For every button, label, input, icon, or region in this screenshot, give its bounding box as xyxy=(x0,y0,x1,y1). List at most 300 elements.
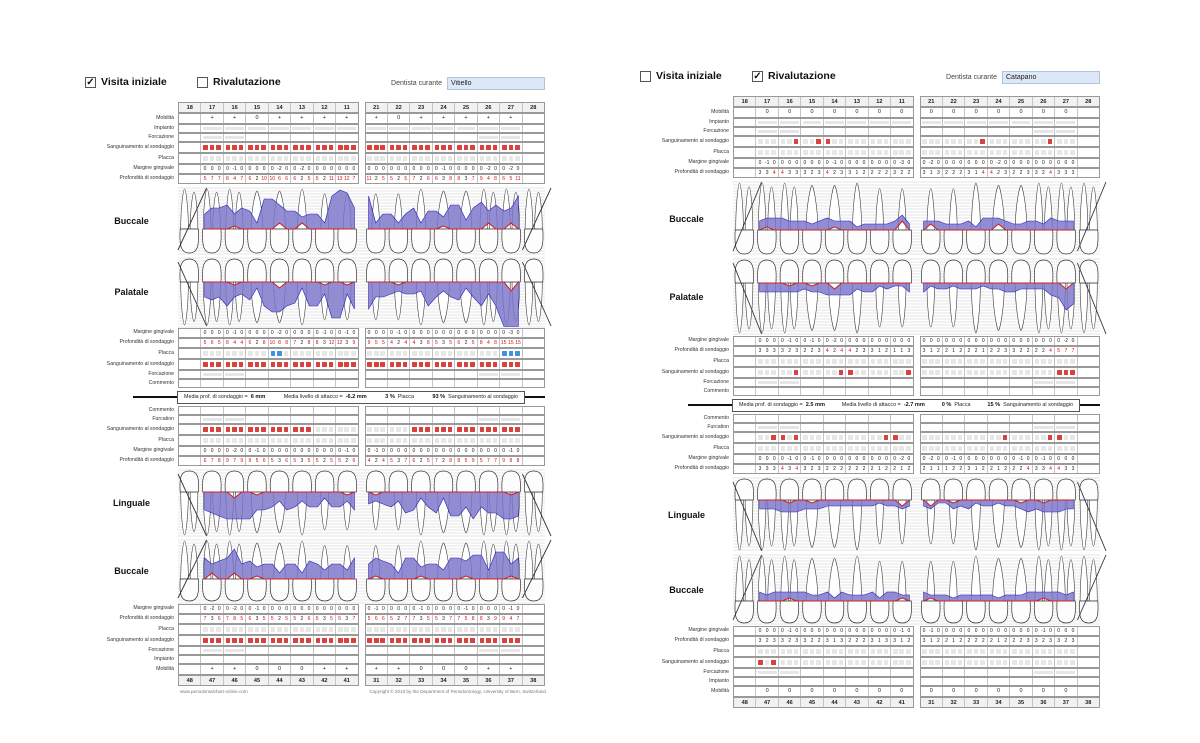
cell[interactable] xyxy=(734,658,756,667)
cell[interactable] xyxy=(846,159,868,167)
cell[interactable] xyxy=(410,447,432,455)
cell[interactable] xyxy=(224,447,246,455)
cell[interactable] xyxy=(201,425,223,434)
cell[interactable] xyxy=(500,339,522,347)
cell[interactable] xyxy=(965,658,987,667)
cell[interactable] xyxy=(410,425,432,434)
cell[interactable] xyxy=(1033,658,1055,667)
cell[interactable] xyxy=(846,658,868,667)
cell[interactable] xyxy=(824,368,846,377)
cell[interactable] xyxy=(201,665,223,674)
cell[interactable] xyxy=(921,455,943,463)
cell[interactable] xyxy=(801,357,823,366)
rivalutazione-checkbox[interactable]: ✓ xyxy=(753,70,762,82)
cell[interactable] xyxy=(1055,169,1077,177)
cell[interactable] xyxy=(366,329,388,337)
cell[interactable] xyxy=(246,636,268,645)
cell[interactable] xyxy=(455,457,477,465)
cell[interactable] xyxy=(246,425,268,434)
cell[interactable] xyxy=(201,143,223,152)
cell[interactable] xyxy=(246,154,268,163)
cell[interactable] xyxy=(1078,137,1099,146)
cell[interactable] xyxy=(478,605,500,613)
cell[interactable] xyxy=(921,627,943,635)
cell[interactable] xyxy=(269,154,291,163)
cell[interactable] xyxy=(269,625,291,634)
cell[interactable] xyxy=(988,148,1010,157)
cell[interactable] xyxy=(388,425,410,434)
cell[interactable] xyxy=(433,329,455,337)
cell[interactable] xyxy=(336,436,357,445)
cell[interactable] xyxy=(179,154,201,163)
cell[interactable] xyxy=(756,108,778,117)
cell[interactable] xyxy=(314,447,336,455)
cell[interactable] xyxy=(846,337,868,345)
cell[interactable] xyxy=(779,433,801,442)
cell[interactable] xyxy=(269,360,291,369)
cell[interactable] xyxy=(1010,159,1032,167)
cell[interactable] xyxy=(224,625,246,634)
dentist-input[interactable] xyxy=(1002,71,1100,84)
cell[interactable] xyxy=(314,605,336,613)
cell[interactable] xyxy=(1033,637,1055,645)
cell[interactable] xyxy=(1055,347,1077,355)
cell[interactable] xyxy=(478,349,500,358)
cell[interactable] xyxy=(291,625,313,634)
cell[interactable] xyxy=(201,329,223,337)
cell[interactable] xyxy=(388,625,410,634)
cell[interactable] xyxy=(246,605,268,613)
cell[interactable] xyxy=(734,357,756,366)
cell[interactable] xyxy=(246,436,268,445)
cell[interactable] xyxy=(1033,169,1055,177)
cell[interactable] xyxy=(291,339,313,347)
cell[interactable] xyxy=(291,447,313,455)
cell[interactable] xyxy=(846,627,868,635)
cell[interactable] xyxy=(891,637,912,645)
cell[interactable] xyxy=(1055,159,1077,167)
cell[interactable] xyxy=(246,143,268,152)
cell[interactable] xyxy=(179,165,201,173)
cell[interactable] xyxy=(336,447,357,455)
cell[interactable] xyxy=(433,436,455,445)
cell[interactable] xyxy=(500,436,522,445)
cell[interactable] xyxy=(779,347,801,355)
cell[interactable] xyxy=(478,665,500,674)
cell[interactable] xyxy=(366,605,388,613)
cell[interactable] xyxy=(201,615,223,623)
cell[interactable] xyxy=(869,647,891,656)
cell[interactable] xyxy=(965,347,987,355)
cell[interactable] xyxy=(943,337,965,345)
cell[interactable] xyxy=(869,444,891,453)
cell[interactable] xyxy=(921,444,943,453)
cell[interactable] xyxy=(891,159,912,167)
cell[interactable] xyxy=(433,154,455,163)
cell[interactable] xyxy=(410,636,432,645)
cell[interactable] xyxy=(246,625,268,634)
cell[interactable] xyxy=(921,108,943,117)
cell[interactable] xyxy=(523,436,544,445)
cell[interactable] xyxy=(224,615,246,623)
cell[interactable] xyxy=(246,339,268,347)
cell[interactable] xyxy=(943,148,965,157)
cell[interactable] xyxy=(1078,433,1099,442)
cell[interactable] xyxy=(801,627,823,635)
cell[interactable] xyxy=(246,349,268,358)
cell[interactable] xyxy=(410,457,432,465)
cell[interactable] xyxy=(269,165,291,173)
cell[interactable] xyxy=(179,447,201,455)
cell[interactable] xyxy=(734,337,756,345)
cell[interactable] xyxy=(433,349,455,358)
cell[interactable] xyxy=(246,360,268,369)
cell[interactable] xyxy=(291,329,313,337)
cell[interactable] xyxy=(846,433,868,442)
cell[interactable] xyxy=(988,357,1010,366)
cell[interactable] xyxy=(1033,465,1055,473)
cell[interactable] xyxy=(891,433,912,442)
cell[interactable] xyxy=(433,165,455,173)
cell[interactable] xyxy=(314,349,336,358)
cell[interactable] xyxy=(336,615,357,623)
cell[interactable] xyxy=(246,665,268,674)
cell[interactable] xyxy=(846,687,868,696)
cell[interactable] xyxy=(1010,455,1032,463)
cell[interactable] xyxy=(388,615,410,623)
cell[interactable] xyxy=(388,636,410,645)
cell[interactable] xyxy=(846,465,868,473)
cell[interactable] xyxy=(224,154,246,163)
cell[interactable] xyxy=(869,169,891,177)
cell[interactable] xyxy=(410,154,432,163)
cell[interactable] xyxy=(455,114,477,123)
cell[interactable] xyxy=(988,444,1010,453)
cell[interactable] xyxy=(433,143,455,152)
cell[interactable] xyxy=(179,615,201,623)
cell[interactable] xyxy=(779,357,801,366)
cell[interactable] xyxy=(366,349,388,358)
cell[interactable] xyxy=(179,425,201,434)
cell[interactable] xyxy=(478,425,500,434)
cell[interactable] xyxy=(801,148,823,157)
cell[interactable] xyxy=(269,665,291,674)
cell[interactable] xyxy=(336,114,357,123)
cell[interactable] xyxy=(756,368,778,377)
cell[interactable] xyxy=(801,687,823,696)
cell[interactable] xyxy=(846,455,868,463)
cell[interactable] xyxy=(1010,465,1032,473)
cell[interactable] xyxy=(756,433,778,442)
cell[interactable] xyxy=(179,605,201,613)
cell[interactable] xyxy=(1078,637,1099,645)
cell[interactable] xyxy=(801,637,823,645)
cell[interactable] xyxy=(455,360,477,369)
cell[interactable] xyxy=(824,108,846,117)
cell[interactable] xyxy=(734,627,756,635)
cell[interactable] xyxy=(943,465,965,473)
cell[interactable] xyxy=(779,444,801,453)
cell[interactable] xyxy=(846,137,868,146)
cell[interactable] xyxy=(179,665,201,674)
cell[interactable] xyxy=(801,465,823,473)
cell[interactable] xyxy=(179,457,201,465)
cell[interactable] xyxy=(410,339,432,347)
cell[interactable] xyxy=(336,625,357,634)
cell[interactable] xyxy=(269,349,291,358)
cell[interactable] xyxy=(921,357,943,366)
cell[interactable] xyxy=(1055,465,1077,473)
cell[interactable] xyxy=(455,349,477,358)
cell[interactable] xyxy=(824,687,846,696)
cell[interactable] xyxy=(410,360,432,369)
cell[interactable] xyxy=(1055,433,1077,442)
cell[interactable] xyxy=(314,625,336,634)
cell[interactable] xyxy=(801,347,823,355)
cell[interactable] xyxy=(1010,368,1032,377)
cell[interactable] xyxy=(891,444,912,453)
cell[interactable] xyxy=(988,658,1010,667)
cell[interactable] xyxy=(779,368,801,377)
cell[interactable] xyxy=(179,114,201,123)
cell[interactable] xyxy=(433,625,455,634)
cell[interactable] xyxy=(988,637,1010,645)
cell[interactable] xyxy=(201,349,223,358)
cell[interactable] xyxy=(943,627,965,635)
cell[interactable] xyxy=(1055,357,1077,366)
cell[interactable] xyxy=(779,337,801,345)
cell[interactable] xyxy=(965,137,987,146)
cell[interactable] xyxy=(201,360,223,369)
cell[interactable] xyxy=(388,165,410,173)
cell[interactable] xyxy=(201,447,223,455)
cell[interactable] xyxy=(523,636,544,645)
cell[interactable] xyxy=(779,465,801,473)
cell[interactable] xyxy=(291,665,313,674)
cell[interactable] xyxy=(433,114,455,123)
cell[interactable] xyxy=(734,455,756,463)
cell[interactable] xyxy=(1078,658,1099,667)
cell[interactable] xyxy=(756,465,778,473)
cell[interactable] xyxy=(824,444,846,453)
cell[interactable] xyxy=(779,637,801,645)
cell[interactable] xyxy=(846,148,868,157)
cell[interactable] xyxy=(869,658,891,667)
cell[interactable] xyxy=(846,108,868,117)
cell[interactable] xyxy=(824,137,846,146)
cell[interactable] xyxy=(523,175,544,183)
cell[interactable] xyxy=(433,457,455,465)
cell[interactable] xyxy=(988,687,1010,696)
cell[interactable] xyxy=(734,347,756,355)
cell[interactable] xyxy=(366,175,388,183)
cell[interactable] xyxy=(943,368,965,377)
cell[interactable] xyxy=(891,347,912,355)
cell[interactable] xyxy=(801,108,823,117)
cell[interactable] xyxy=(756,357,778,366)
cell[interactable] xyxy=(801,159,823,167)
cell[interactable] xyxy=(478,114,500,123)
cell[interactable] xyxy=(336,457,357,465)
cell[interactable] xyxy=(734,368,756,377)
cell[interactable] xyxy=(455,447,477,455)
cell[interactable] xyxy=(869,687,891,696)
cell[interactable] xyxy=(891,169,912,177)
cell[interactable] xyxy=(1033,455,1055,463)
cell[interactable] xyxy=(224,329,246,337)
cell[interactable] xyxy=(1055,444,1077,453)
cell[interactable] xyxy=(756,337,778,345)
cell[interactable] xyxy=(801,647,823,656)
cell[interactable] xyxy=(921,647,943,656)
cell[interactable] xyxy=(433,636,455,645)
cell[interactable] xyxy=(1078,627,1099,635)
cell[interactable] xyxy=(246,615,268,623)
cell[interactable] xyxy=(500,636,522,645)
cell[interactable] xyxy=(891,108,912,117)
cell[interactable] xyxy=(1033,137,1055,146)
cell[interactable] xyxy=(336,329,357,337)
cell[interactable] xyxy=(1033,433,1055,442)
cell[interactable] xyxy=(965,108,987,117)
cell[interactable] xyxy=(965,687,987,696)
cell[interactable] xyxy=(779,148,801,157)
cell[interactable] xyxy=(943,433,965,442)
cell[interactable] xyxy=(366,425,388,434)
cell[interactable] xyxy=(201,636,223,645)
cell[interactable] xyxy=(756,159,778,167)
cell[interactable] xyxy=(336,175,357,183)
cell[interactable] xyxy=(734,148,756,157)
cell[interactable] xyxy=(965,627,987,635)
cell[interactable] xyxy=(269,447,291,455)
cell[interactable] xyxy=(478,329,500,337)
cell[interactable] xyxy=(523,339,544,347)
cell[interactable] xyxy=(179,339,201,347)
cell[interactable] xyxy=(1055,647,1077,656)
cell[interactable] xyxy=(1055,137,1077,146)
cell[interactable] xyxy=(246,329,268,337)
cell[interactable] xyxy=(269,615,291,623)
cell[interactable] xyxy=(523,425,544,434)
cell[interactable] xyxy=(988,368,1010,377)
cell[interactable] xyxy=(366,436,388,445)
cell[interactable] xyxy=(1010,357,1032,366)
cell[interactable] xyxy=(1010,169,1032,177)
cell[interactable] xyxy=(1078,444,1099,453)
visita-iniziale-checkbox[interactable] xyxy=(640,71,651,82)
cell[interactable] xyxy=(891,148,912,157)
cell[interactable] xyxy=(500,165,522,173)
cell[interactable] xyxy=(224,436,246,445)
cell[interactable] xyxy=(500,605,522,613)
cell[interactable] xyxy=(965,465,987,473)
cell[interactable] xyxy=(366,114,388,123)
cell[interactable] xyxy=(500,329,522,337)
cell[interactable] xyxy=(455,143,477,152)
cell[interactable] xyxy=(1010,337,1032,345)
cell[interactable] xyxy=(756,137,778,146)
cell[interactable] xyxy=(824,433,846,442)
cell[interactable] xyxy=(869,337,891,345)
cell[interactable] xyxy=(224,339,246,347)
cell[interactable] xyxy=(824,347,846,355)
cell[interactable] xyxy=(1078,148,1099,157)
cell[interactable] xyxy=(1010,647,1032,656)
cell[interactable] xyxy=(1033,368,1055,377)
cell[interactable] xyxy=(388,436,410,445)
cell[interactable] xyxy=(869,148,891,157)
cell[interactable] xyxy=(291,425,313,434)
cell[interactable] xyxy=(921,658,943,667)
cell[interactable] xyxy=(891,137,912,146)
cell[interactable] xyxy=(388,665,410,674)
cell[interactable] xyxy=(314,114,336,123)
cell[interactable] xyxy=(1055,368,1077,377)
cell[interactable] xyxy=(756,148,778,157)
cell[interactable] xyxy=(201,605,223,613)
cell[interactable] xyxy=(943,647,965,656)
cell[interactable] xyxy=(965,148,987,157)
cell[interactable] xyxy=(1010,433,1032,442)
cell[interactable] xyxy=(869,159,891,167)
cell[interactable] xyxy=(1055,687,1077,696)
cell[interactable] xyxy=(366,339,388,347)
cell[interactable] xyxy=(224,143,246,152)
cell[interactable] xyxy=(1078,159,1099,167)
cell[interactable] xyxy=(869,455,891,463)
cell[interactable] xyxy=(291,349,313,358)
cell[interactable] xyxy=(1078,455,1099,463)
cell[interactable] xyxy=(846,647,868,656)
cell[interactable] xyxy=(1078,357,1099,366)
cell[interactable] xyxy=(801,169,823,177)
cell[interactable] xyxy=(291,636,313,645)
cell[interactable] xyxy=(179,625,201,634)
cell[interactable] xyxy=(410,349,432,358)
cell[interactable] xyxy=(943,137,965,146)
cell[interactable] xyxy=(269,425,291,434)
cell[interactable] xyxy=(336,605,357,613)
cell[interactable] xyxy=(388,447,410,455)
cell[interactable] xyxy=(179,636,201,645)
cell[interactable] xyxy=(1078,647,1099,656)
cell[interactable] xyxy=(988,159,1010,167)
cell[interactable] xyxy=(801,337,823,345)
cell[interactable] xyxy=(291,154,313,163)
cell[interactable] xyxy=(734,444,756,453)
cell[interactable] xyxy=(336,360,357,369)
cell[interactable] xyxy=(921,637,943,645)
cell[interactable] xyxy=(779,169,801,177)
cell[interactable] xyxy=(965,647,987,656)
cell[interactable] xyxy=(314,425,336,434)
cell[interactable] xyxy=(366,154,388,163)
cell[interactable] xyxy=(943,108,965,117)
cell[interactable] xyxy=(1055,627,1077,635)
cell[interactable] xyxy=(523,625,544,634)
cell[interactable] xyxy=(336,154,357,163)
cell[interactable] xyxy=(500,175,522,183)
cell[interactable] xyxy=(388,349,410,358)
cell[interactable] xyxy=(366,636,388,645)
cell[interactable] xyxy=(779,627,801,635)
cell[interactable] xyxy=(478,615,500,623)
cell[interactable] xyxy=(801,455,823,463)
cell[interactable] xyxy=(224,114,246,123)
cell[interactable] xyxy=(269,175,291,183)
cell[interactable] xyxy=(523,605,544,613)
